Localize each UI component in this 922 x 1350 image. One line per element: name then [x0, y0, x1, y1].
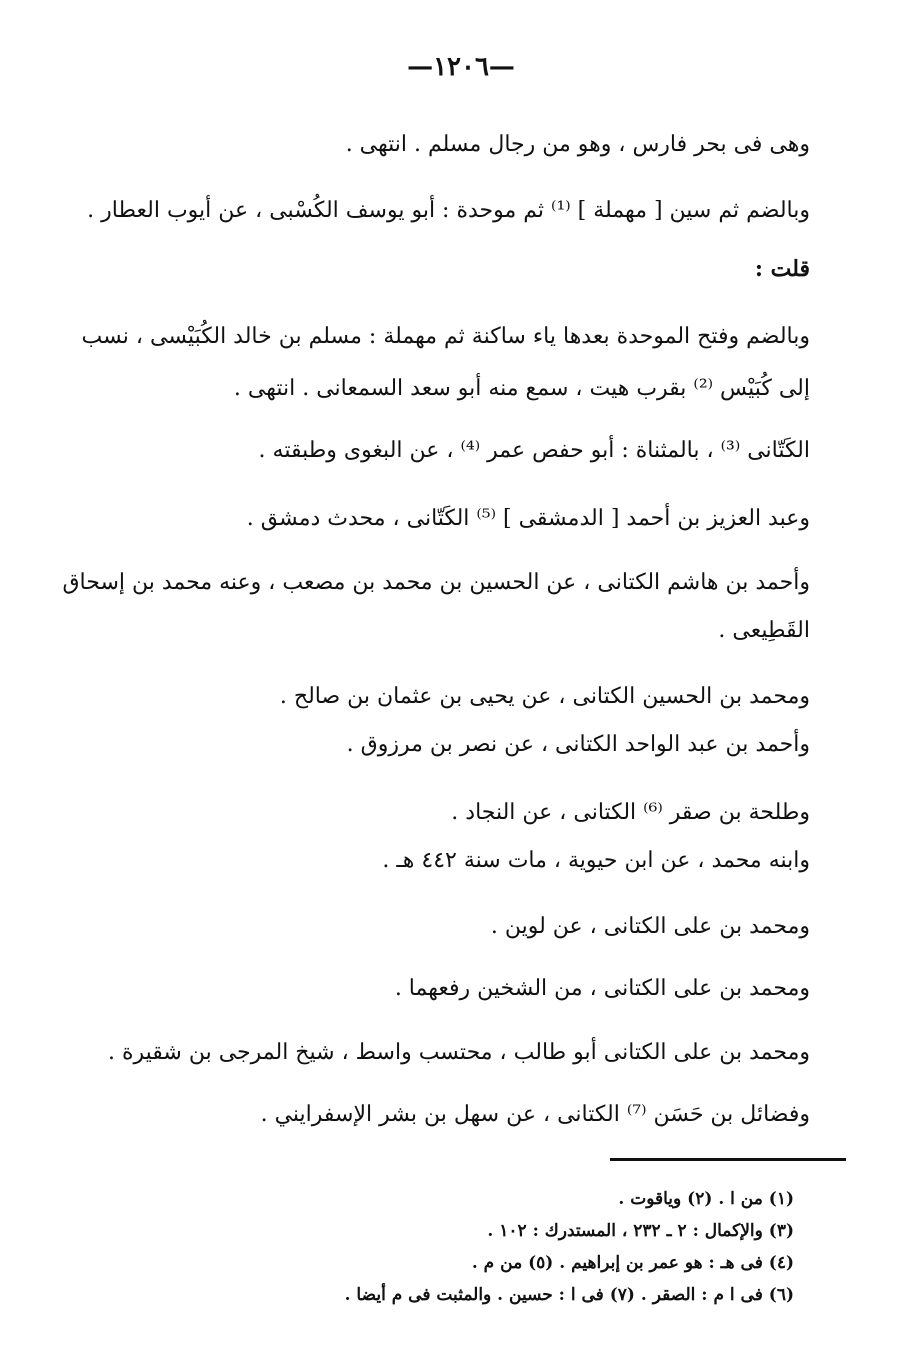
footnote: (٤) فى هـ : هو عمر بن إبراهيم . (٥) من م .: [471, 1253, 794, 1273]
text-line: وابنه محمد ، عن ابن حيوية ، مات سنة ٤٤٢ هـ .: [382, 848, 810, 873]
text-line: الكَتّانى ⁽³⁾ ، بالمثناة : أبو حفص عمر ⁽⁴⁾ ، عن البغوى وطبقته .: [258, 438, 810, 463]
footnote: (٦) فى ا م : الصقر . (٧) فى ا : حسين . والمثبت فى م أيضا .: [344, 1285, 794, 1305]
page-number: —١٢٠٦—: [407, 52, 515, 82]
footnote: (٣) والإكمال : ٢ ـ ٢٣٢ ، المستدرك : ١٠٢ .: [487, 1221, 794, 1241]
text-line: وبالضم ثم سين [ مهملة ] ⁽¹⁾ ثم موحدة : أبو يوسف الكُسْبى ، عن أيوب العطار .: [87, 198, 810, 223]
text-line: وأحمد بن هاشم الكتانى ، عن الحسين بن محمد بن مصعب ، وعنه محمد بن إسحاق: [62, 570, 810, 595]
footnote-separator: [610, 1158, 846, 1161]
text-line: ومحمد بن على الكتانى أبو طالب ، محتسب واسط ، شيخ المرجى بن شقيرة .: [107, 1040, 810, 1065]
text-line: ومحمد بن الحسين الكتانى ، عن يحيى بن عثمان بن صالح .: [279, 684, 810, 709]
text-line: وأحمد بن عبد الواحد الكتانى ، عن نصر بن مرزوق .: [346, 732, 810, 757]
text-line: وطلحة بن صقر ⁽⁶⁾ الكتانى ، عن النجاد .: [451, 800, 810, 825]
text-line: القَطِيعى .: [718, 618, 810, 643]
text-line: وعبد العزيز بن أحمد [ الدمشقى ] ⁽⁵⁾ الكَتّانى ، محدث دمشق .: [246, 506, 810, 531]
text-line: وهى فى بحر فارس ، وهو من رجال مسلم . انتهى .: [345, 132, 810, 157]
text-line: قلت :: [754, 256, 810, 282]
text-line: وفضائل بن حَسَن ⁽⁷⁾ الكتانى ، عن سهل بن بشر الإسفرايني .: [260, 1102, 810, 1127]
footnote: (١) من ا . (٢) وياقوت .: [618, 1189, 794, 1209]
text-line: ومحمد بن على الكتانى ، عن لوين .: [490, 914, 810, 939]
text-line: ومحمد بن على الكتانى ، من الشخين رفعهما .: [394, 976, 810, 1001]
text-line: إلى كُبَيْس ⁽²⁾ بقرب هيت ، سمع منه أبو سعد السمعانى . انتهى .: [233, 376, 810, 401]
text-line: وبالضم وفتح الموحدة بعدها ياء ساكنة ثم مهملة : مسلم بن خالد الكُبَيْسى ، نسب: [81, 324, 810, 349]
